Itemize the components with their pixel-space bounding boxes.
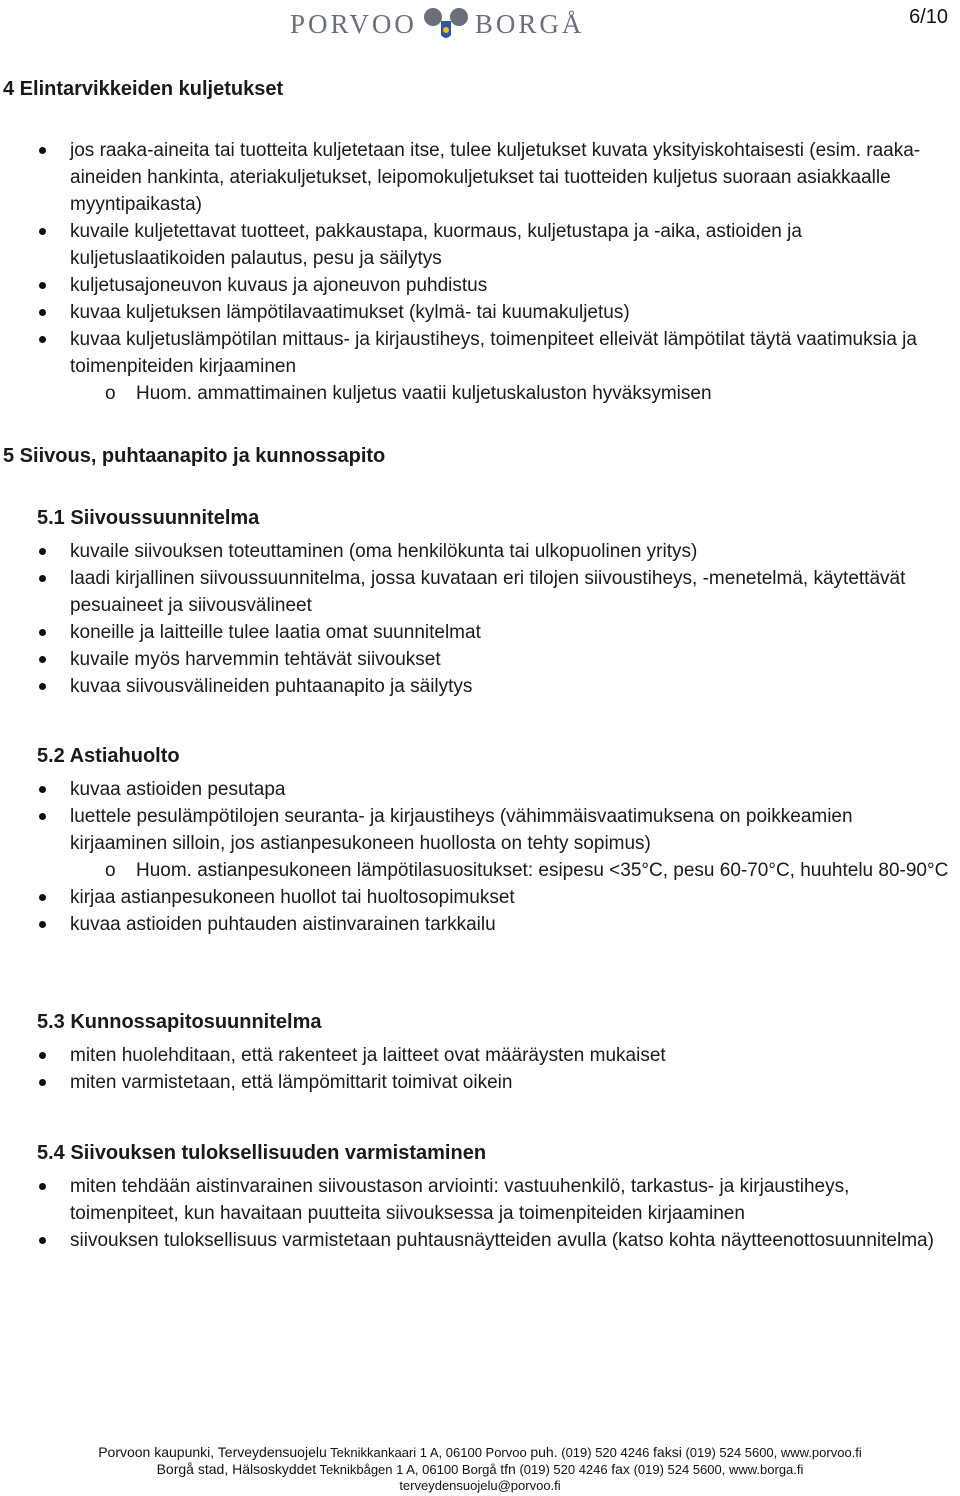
city-crest-icon <box>421 3 471 45</box>
list-item: miten tehdään aistinvarainen siivoustason arviointi: vastuuhenkilö, tarkastus- ja kirjaustiheys, toimenpiteet, kun havaitaan puutteita siivouksessa ja toimenpiteiden kirjaaminen <box>0 1173 960 1227</box>
list-item: miten huolehditaan, että rakenteet ja laitteet ovat määräysten mukaiset <box>0 1042 960 1069</box>
section-5-1-list <box>0 538 960 700</box>
list-item: kuvaa astioiden puhtauden aistinvarainen tarkkailu <box>0 911 960 938</box>
sub-list-text: Huom. ammattimainen kuljetus vaatii kuljetuskaluston hyväksymisen <box>136 383 712 404</box>
sub-list-item <box>0 380 960 407</box>
section-5-2-list <box>0 776 960 938</box>
section-5-3-heading: 5.3 Kunnossapitosuunnitelma <box>37 1011 322 1033</box>
section-5-1-heading: 5.1 Siivoussuunnitelma <box>37 507 260 529</box>
list-item: kuvaa siivousvälineiden puhtaanapito ja säilytys <box>0 673 960 700</box>
list-item: luettele pesulämpötilojen seuranta- ja kirjaustiheys (vähimmäisvaatimuksena on poikkeamien kirjaaminen silloin, jos astianpesukoneen huollosta on tehty sopimus) <box>0 803 960 857</box>
footer-fax-web-sv: (019) 524 5600, www.borga.fi <box>633 1462 804 1477</box>
footer-phone-sv: (019) 520 4246 <box>519 1462 608 1477</box>
footer-phone-fi: (019) 520 4246 <box>561 1445 650 1460</box>
section-5-4-list <box>0 1173 960 1254</box>
page-number: 6/10 <box>909 6 948 28</box>
footer-fax-web-fi: (019) 524 5600, www.porvoo.fi <box>685 1445 862 1460</box>
footer-address-sv: Teknikbågen 1 A, 06100 Borgå <box>319 1462 497 1477</box>
footer-fax-label-fi: faksi <box>653 1444 682 1460</box>
list-item: jos raaka-aineita tai tuotteita kuljetetaan itse, tulee kuljetukset kuvata yksityiskohtaisesti (esim. raaka-aineiden hankinta, ateriakuljetukset, leipomokuljetukset tai tuotteiden kuljetus suoraan asiakkaalle myyntipaikasta) <box>0 137 960 218</box>
footer-line-swedish <box>0 1461 960 1478</box>
list-item: kirjaa astianpesukoneen huollot tai huoltosopimukset <box>0 884 960 911</box>
footer-org-sv: Borgå stad, Hälsoskyddet <box>156 1461 317 1477</box>
sub-list-item <box>0 857 960 884</box>
section-4-heading: 4 Elintarvikkeiden kuljetukset <box>3 78 284 100</box>
footer-phone-label-fi: puh. <box>530 1444 558 1460</box>
list-item: kuvaile kuljetettavat tuotteet, pakkaustapa, kuormaus, kuljetustapa ja -aika, astioiden ja kuljetuslaatikoiden palautus, pesu ja säilytys <box>0 218 960 272</box>
footer-org-fi: Porvoon kaupunki, Terveydensuojelu <box>98 1444 327 1460</box>
list-item: siivouksen tuloksellisuus varmistetaan puhtausnäytteiden avulla (katso kohta näytteenottosuunnitelma) <box>0 1227 960 1254</box>
list-item: kuvaa astioiden pesutapa <box>0 776 960 803</box>
sub-bullet-marker: o <box>105 860 116 881</box>
section-5-3-list <box>0 1042 960 1096</box>
list-item: kuvaile siivouksen toteuttaminen (oma henkilökunta tai ulkopuolinen yritys) <box>0 538 960 565</box>
city-logo <box>290 2 584 46</box>
page-footer <box>0 1444 960 1494</box>
sub-list-text: Huom. astianpesukoneen lämpötilasuositukset: esipesu <35°C, pesu 60-70°C, huuhtelu 80-90°C <box>136 860 949 881</box>
list-item: kuvaa kuljetuksen lämpötilavaatimukset (kylmä- tai kuumakuljetus) <box>0 299 960 326</box>
section-4-list <box>0 137 960 407</box>
list-item: kuvaa kuljetuslämpötilan mittaus- ja kirjaustiheys, toimenpiteet elleivät lämpötilat täytä vaatimuksia ja toimenpiteiden kirjaaminen <box>0 326 960 380</box>
section-5-2-heading: 5.2 Astiahuolto <box>37 745 180 767</box>
list-item: kuljetusajoneuvon kuvaus ja ajoneuvon puhdistus <box>0 272 960 299</box>
list-item: miten varmistetaan, että lämpömittarit toimivat oikein <box>0 1069 960 1096</box>
section-5-4-heading: 5.4 Siivouksen tuloksellisuuden varmistaminen <box>37 1142 487 1164</box>
list-item: laadi kirjallinen siivoussuunnitelma, jossa kuvataan eri tilojen siivoustiheys, -menetelmä, käytettävät pesuaineet ja siivousvälineet <box>0 565 960 619</box>
logo-text-porvoo: PORVOO <box>290 8 417 39</box>
sub-bullet-marker: o <box>105 383 116 404</box>
list-item: koneille ja laitteille tulee laatia omat suunnitelmat <box>0 619 960 646</box>
footer-phone-label-sv: tfn <box>500 1461 516 1477</box>
logo-text-borga: BORGÅ <box>474 8 585 39</box>
footer-email: terveydensuojelu@porvoo.fi <box>399 1478 561 1493</box>
footer-fax-label-sv: fax <box>611 1461 630 1477</box>
list-item: kuvaile myös harvemmin tehtävät siivoukset <box>0 646 960 673</box>
footer-line-finnish <box>0 1444 960 1461</box>
section-5-heading: 5 Siivous, puhtaanapito ja kunnossapito <box>3 445 386 467</box>
footer-address-fi: Teknikkankaari 1 A, 06100 Porvoo <box>330 1445 527 1460</box>
